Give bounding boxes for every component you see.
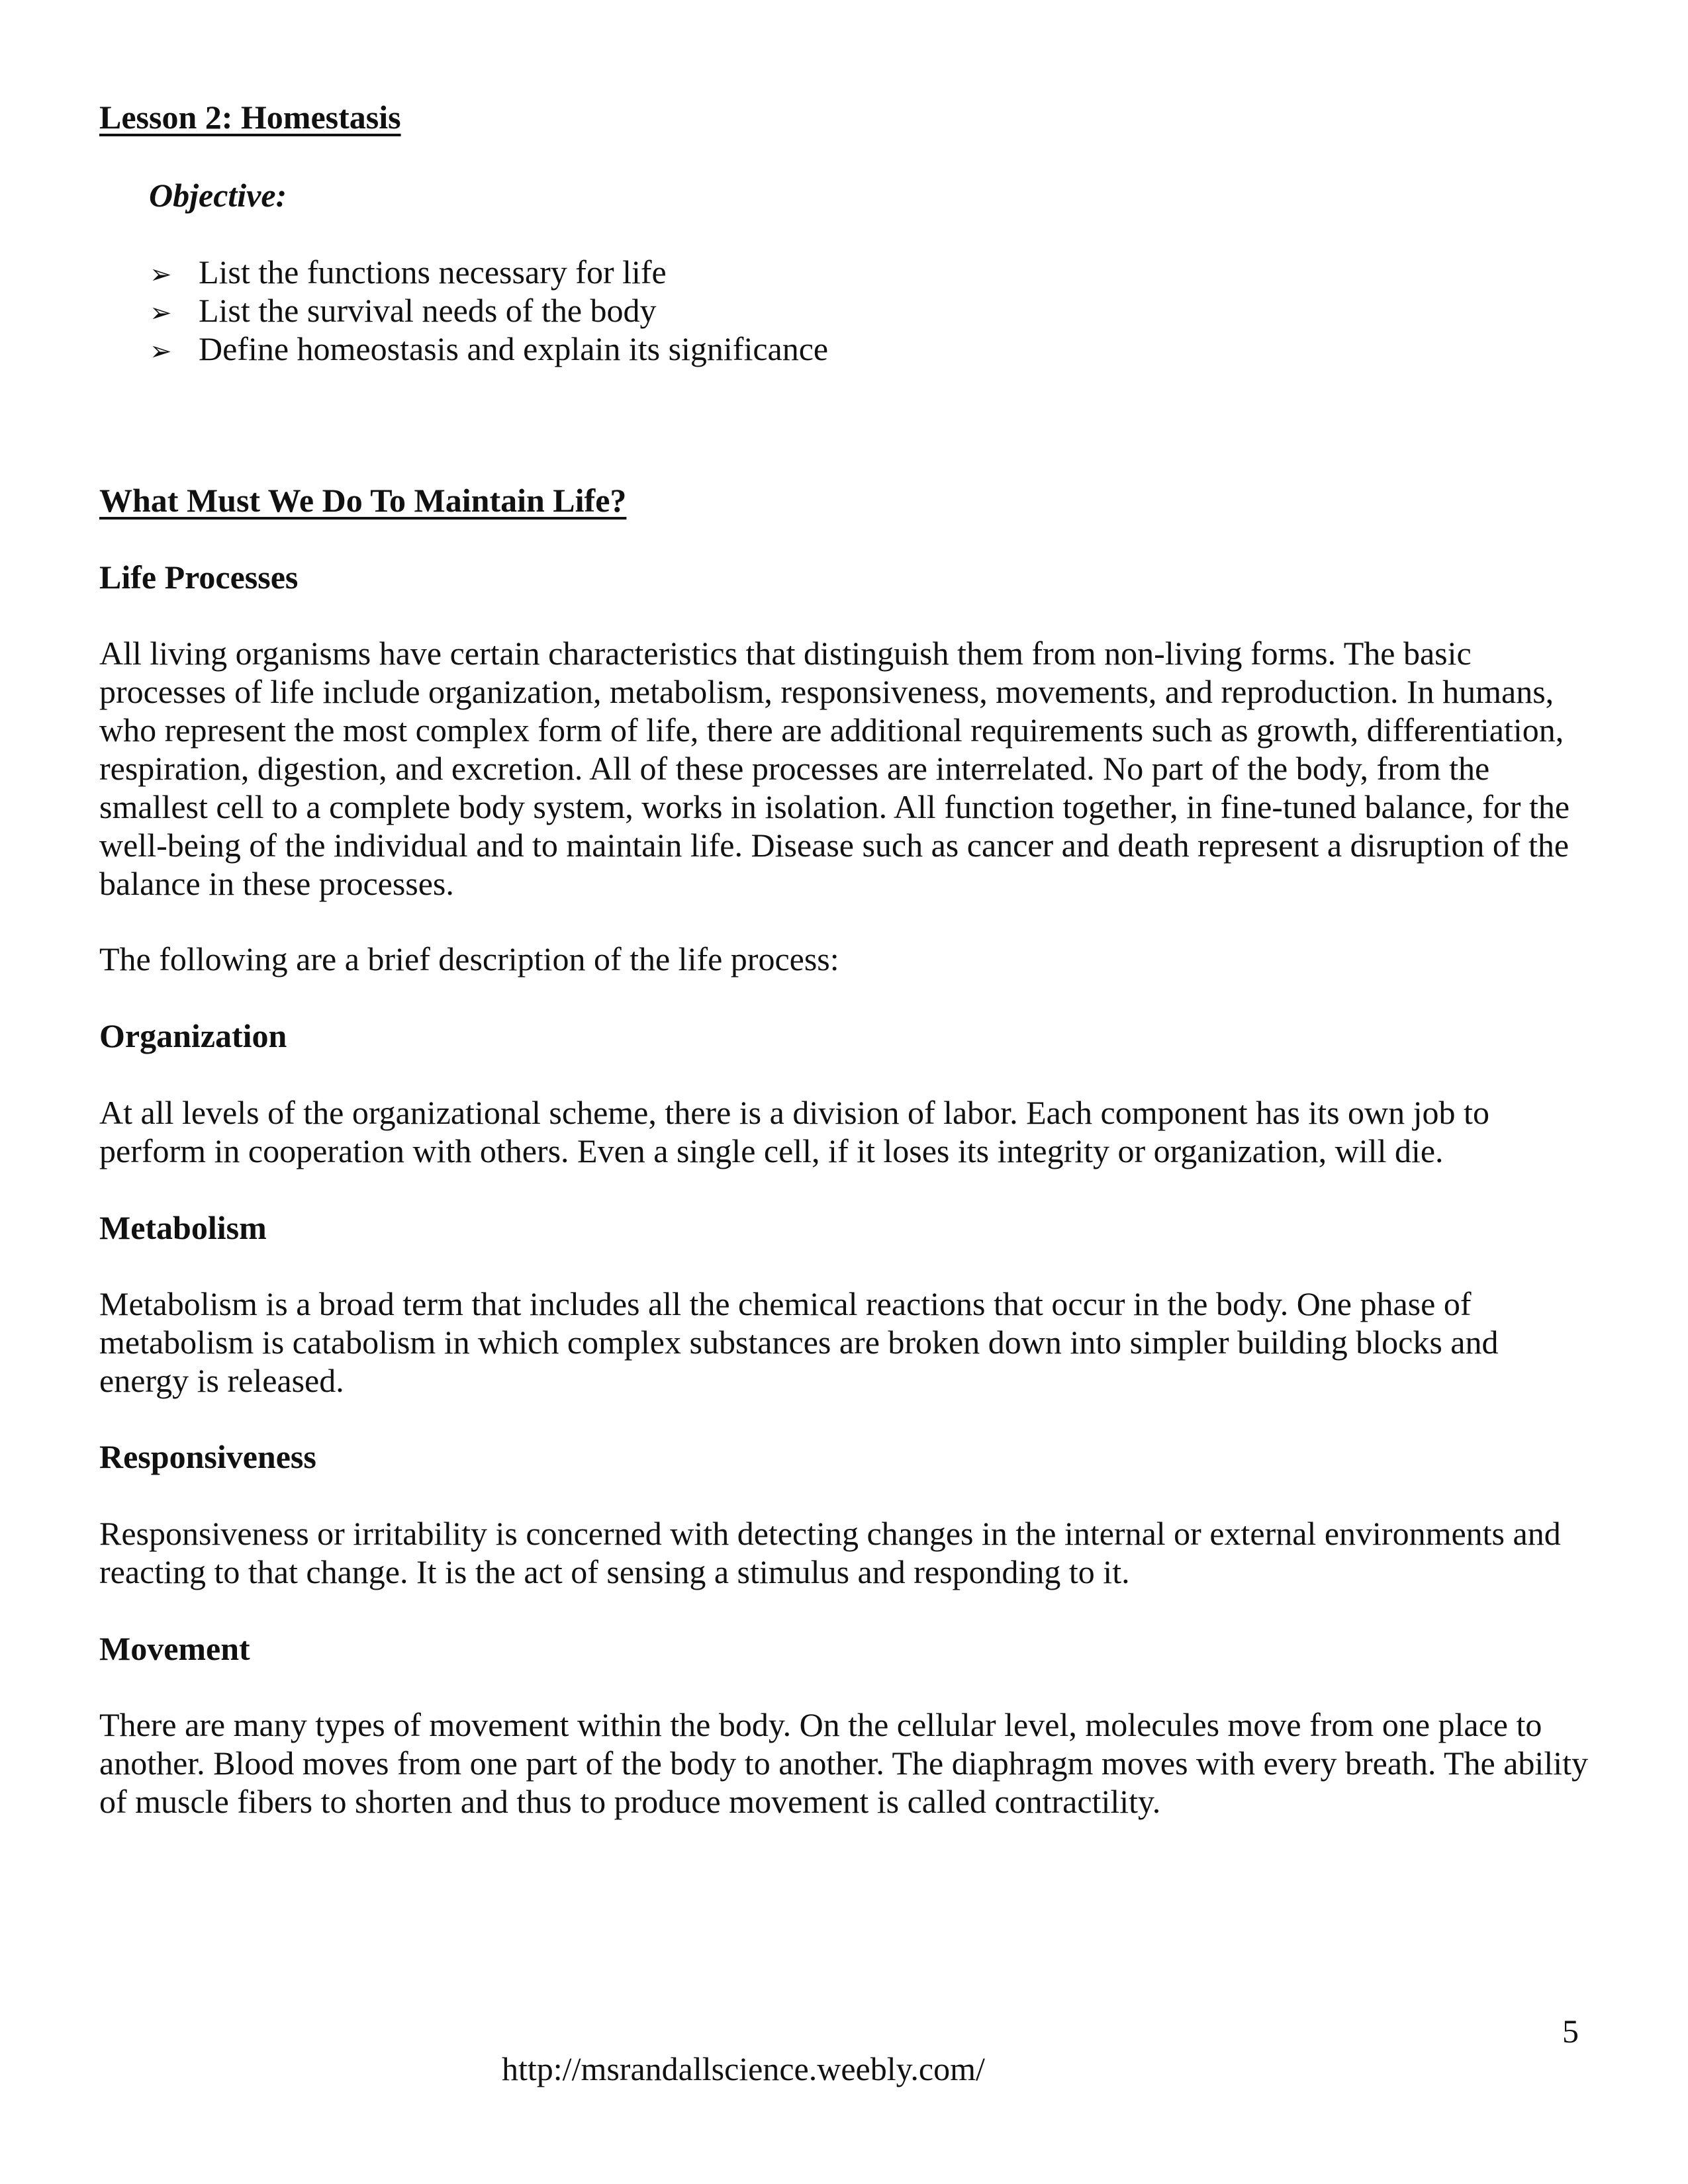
life-processes-heading: Life Processes [99,559,299,596]
movement-heading: Movement [99,1630,250,1667]
arrowhead-bullet-icon: ➢ [150,259,172,290]
objectives-list [150,253,828,368]
following-intro: The following are a brief description of the life process: [99,940,839,978]
movement-body: There are many types of movement within the body. On the cellular level, molecules move from one place to another. Blood moves from one part of the body to another. The diaphragm moves with every breath. The ability of muscle fibers to shorten and thus to produce movement is called contractility. [99,1706,1588,1820]
responsiveness-heading: Responsiveness [99,1438,316,1475]
section-title: What Must We Do To Maintain Life? [99,482,627,519]
page-number: 5 [1562,2013,1579,2050]
objective-item: ➢ Define homeostasis and explain its significance [150,330,828,368]
arrowhead-bullet-icon: ➢ [150,336,172,367]
responsiveness-body: Responsiveness or irritability is concerned with detecting changes in the internal or external environments and reacting to that change. It is the act of sensing a stimulus and responding to it. [99,1515,1561,1590]
lesson-title: Lesson 2: Homestasis [99,99,401,136]
arrowhead-bullet-icon: ➢ [150,298,172,328]
objective-item: ➢ List the functions necessary for life [150,253,828,291]
metabolism-heading: Metabolism [99,1209,267,1246]
organization-heading: Organization [99,1017,287,1054]
footer-url[interactable]: http://msrandallscience.weebly.com/ [502,2050,985,2087]
organization-body: At all levels of the organizational scheme, there is a division of labor. Each component has its own job to perform in cooperation with others. Even a single cell, if it loses its integrity or organization, will die. [99,1094,1489,1169]
life-processes-body: All living organisms have certain characteristics that distinguish them from non-living forms. The basic processes of life include organization, metabolism, responsiveness, movements, and reproduction. In humans, who represent the most complex form of life, there are additional requirements such as growth, differentiation, respiration, digestion, and excretion. All of these processes are interrelated. No part of the body, from the smallest cell to a complete body system, works in isolation. All function together, in fine-tuned balance, for the well-being of the individual and to maintain life. Disease such as cancer and death represent a disruption of the balance in these processes. [99,635,1570,902]
objective-item: ➢ List the survival needs of the body [150,291,828,330]
metabolism-body: Metabolism is a broad term that includes all the chemical reactions that occur in the body. One phase of metabolism is catabolism in which complex substances are broken down into simpler building blocks and energy is released. [99,1285,1499,1399]
objective-label: Objective: [149,177,287,214]
